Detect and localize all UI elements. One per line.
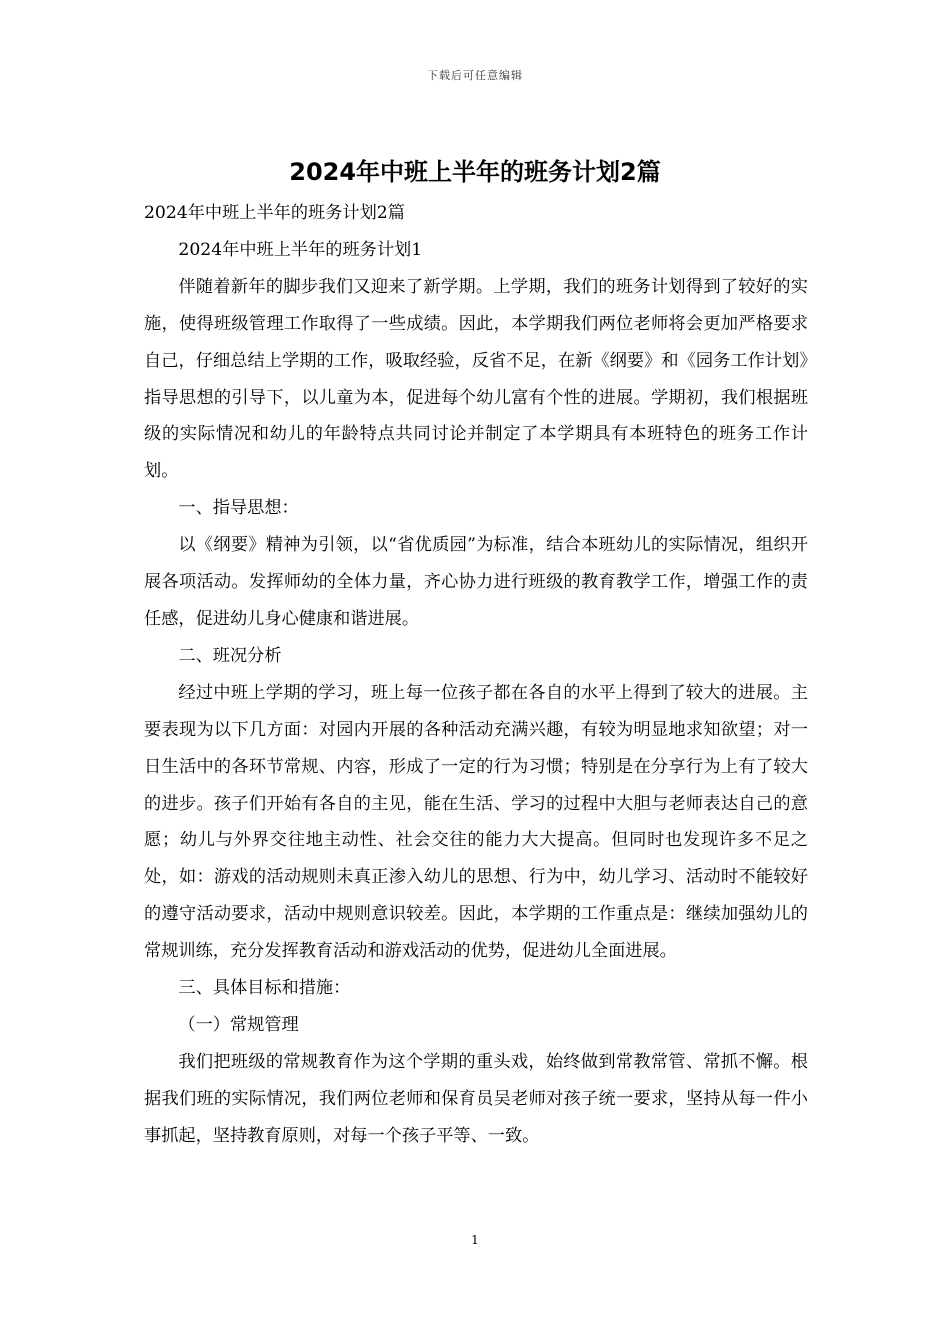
heading-class-analysis: 二、班况分析 [178,645,282,666]
header-note: 下载后可任意编辑 [427,69,523,82]
heading-goals-measures: 三、具体目标和措施： [178,978,351,999]
page-number: 1 [471,1233,479,1247]
document-title: 2024年中班上半年的班务计划2篇 [289,158,661,186]
subtitle-line: 2024年中班上半年的班务计划2篇 [144,203,405,223]
routine-management-paragraph: 我们把班级的常规教育作为这个学期的重头戏，始终做到常教常管、常抓不懈。根据我们班的实际情况，我们两位老师和保育员吴老师对孩子统一要求，坚持从每一件小事抓起，坚持教育原则，对每一个孩子平等、一致。 [144,1051,808,1146]
section-heading-part-1: 2024年中班上半年的班务计划1 [178,239,423,260]
class-analysis-paragraph: 经过中班上学期的学习，班上每一位孩子都在各自的水平上得到了较大的进展。主要表现为以下几方面：对园内开展的各种活动充满兴趣，有较为明显地求知欲望；对一日生活中的各环节常规、内容，形成了一定的行为习惯；特别是在分享行为上有了较大的进步。孩子们开始有各自的主见，能在生活、学习的过程中大胆与老师表达自己的意愿；幼儿与外界交往地主动性、社会交往的能力大大提高。但同时也发现许多不足之处，如：游戏的活动规则未真正渗入幼儿的思想、行为中，幼儿学习、活动时不能较好的遵守活动要求，活动中规则意识较差。因此，本学期的工作重点是：继续加强幼儿的常规训练，充分发挥教育活动和游戏活动的优势，促进幼儿全面进展。 [144,682,808,962]
intro-paragraph: 伴随着新年的脚步我们又迎来了新学期。上学期，我们的班务计划得到了较好的实施，使得班级管理工作取得了一些成绩。因此，本学期我们两位老师将会更加严格要求自己，仔细总结上学期的工作，吸取经验，反省不足，在新《纲要》和《园务工作计划》指导思想的引导下，以儿童为本，促进每个幼儿富有个性的进展。学期初，我们根据班级的实际情况和幼儿的年龄特点共同讨论并制定了本学期具有本班特色的班务工作计划。 [144,276,808,482]
guiding-ideology-paragraph: 以《纲要》精神为引领，以“省优质园”为标准，结合本班幼儿的实际情况，组织开展各项活动。发挥师幼的全体力量，齐心协力进行班级的教育教学工作，增强工作的责任感，促进幼儿身心健康和谐进展。 [144,535,808,629]
document-body [144,195,808,1155]
heading-guiding-ideology: 一、指导思想： [178,498,299,519]
heading-routine-management: （一）常规管理 [178,1014,299,1035]
